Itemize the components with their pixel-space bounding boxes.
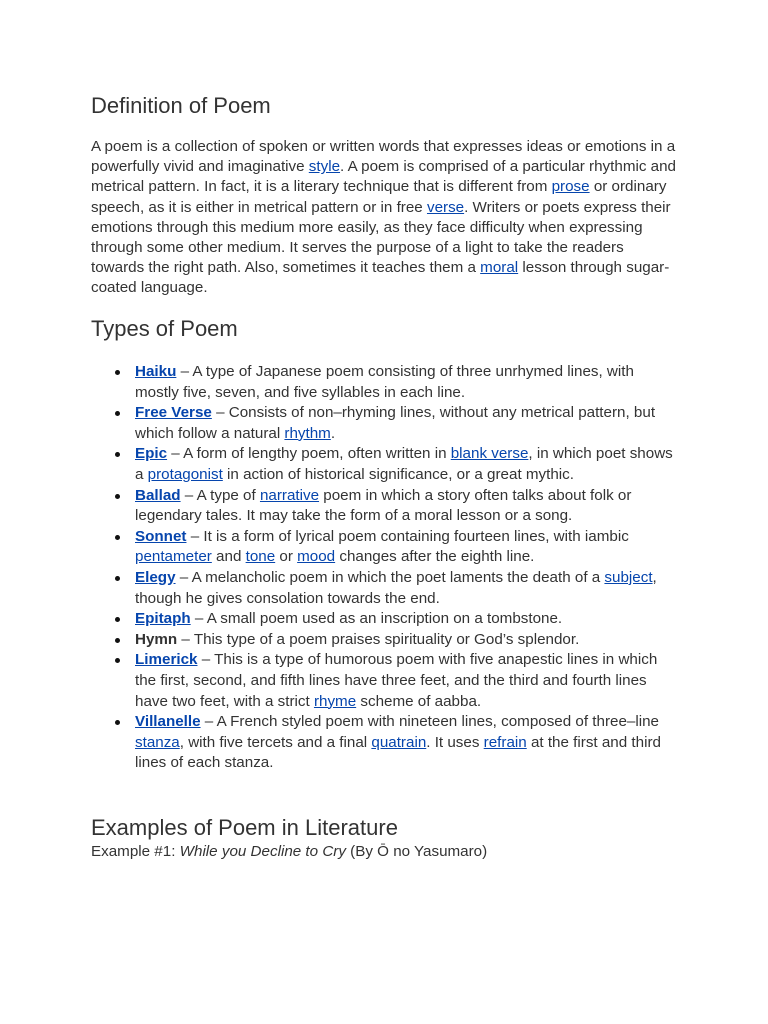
pentameter-link[interactable]: pentameter	[135, 548, 212, 566]
free-verse-description: – Consists of non–rhyming lines, without any metrical pattern, but which follow a natural	[135, 404, 656, 442]
sonnet-description-1: – It is a form of lyrical poem containing fourteen lines, with iambic	[186, 527, 629, 545]
stanza-link[interactable]: stanza	[135, 733, 180, 751]
bullet-icon	[115, 411, 120, 416]
types-heading: Types of Poem	[91, 316, 238, 341]
prose-link[interactable]: prose	[551, 178, 590, 196]
example-prefix: Example #1:	[91, 843, 180, 860]
definition-text-4: . Writers or poets express their emotions through this medium more easily, as they face difficulty when expressing through some other medium. It serves the purpose of a light to take the readers towards the right path. Also, sometimes it teaches them a	[91, 198, 671, 277]
example-caption	[91, 842, 487, 862]
style-link[interactable]: style	[308, 158, 341, 176]
list-item-elegy	[135, 568, 681, 609]
epic-description-2: , in which poet shows a	[135, 445, 673, 483]
hymn-term: Hymn	[135, 630, 178, 648]
hymn-description: – This type of a poem praises spirituality or God’s splendor.	[177, 630, 580, 648]
villanelle-description-2: , with five tercets and a final	[179, 733, 372, 751]
list-item-hymn	[135, 630, 681, 651]
villanelle-description-1: – A French styled poem with nineteen lines, composed of three–line	[200, 713, 660, 731]
definition-text-3: or ordinary speech, as it is either in metrical pattern or in free	[91, 178, 667, 216]
elegy-link[interactable]: Elegy	[135, 568, 176, 586]
definition-heading: Definition of Poem	[91, 93, 271, 118]
free-verse-end: .	[330, 424, 336, 442]
bullet-icon	[115, 638, 120, 643]
haiku-link[interactable]: Haiku	[135, 363, 177, 380]
free-verse-link[interactable]: Free Verse	[135, 404, 212, 422]
bullet-icon	[115, 494, 120, 499]
rhythm-link[interactable]: rhythm	[284, 424, 331, 442]
limerick-description-2: scheme of aabba.	[356, 692, 482, 710]
definition-text-2: . A poem is comprised of a particular rhythmic and metrical pattern. In fact, it is a literary technique that is different from	[91, 158, 676, 196]
list-item-villanelle	[135, 712, 681, 774]
refrain-link[interactable]: refrain	[483, 733, 527, 751]
bullet-icon	[115, 576, 120, 581]
types-list	[91, 362, 681, 774]
elegy-description-2: , though he gives consolation towards the end.	[135, 568, 657, 607]
list-item-haiku	[135, 362, 681, 403]
epic-description-3: in action of historical significance, or a great mythic.	[222, 465, 574, 483]
sonnet-description-2: and	[211, 548, 246, 566]
bullet-icon	[115, 617, 120, 622]
ballad-description-1: – A type of	[180, 486, 260, 504]
bullet-icon	[115, 370, 120, 375]
examples-heading: Examples of Poem in Literature	[91, 815, 398, 840]
definition-text-1: A poem is a collection of spoken or written words that expresses ideas or emotions in a powerfully vivid and imaginative	[91, 138, 676, 176]
limerick-link[interactable]: Limerick	[135, 651, 198, 669]
villanelle-link[interactable]: Villanelle	[135, 713, 201, 731]
epic-description-1: – A form of lengthy poem, often written in	[167, 445, 451, 463]
quatrain-link[interactable]: quatrain	[371, 733, 427, 751]
example-author: (By Ō no Yasumaro)	[345, 843, 488, 860]
blank-verse-link[interactable]: blank verse	[450, 445, 529, 463]
haiku-description: – A type of Japanese poem consisting of three unrhymed lines, with mostly five, seven, and five syllables in each line.	[135, 363, 634, 401]
bullet-icon	[115, 452, 120, 457]
list-item-epitaph	[135, 609, 681, 630]
ballad-link[interactable]: Ballad	[135, 486, 181, 504]
list-item-sonnet	[135, 527, 681, 568]
definition-paragraph	[91, 137, 681, 299]
subject-link[interactable]: subject	[604, 568, 653, 586]
villanelle-description-3: . It uses	[426, 733, 484, 751]
moral-link[interactable]: moral	[480, 259, 519, 277]
limerick-description-1: – This is a type of humorous poem with five anapestic lines in which the first, second, and fifth lines have three feet, and the third and fourth lines have two feet, with a strict	[135, 651, 658, 710]
definition-text-5: lesson through sugar-coated language.	[91, 259, 670, 297]
sonnet-description-3: or	[275, 548, 298, 566]
list-item-epic	[135, 444, 681, 485]
example-title: While you Decline to Cry	[179, 843, 346, 860]
epic-link[interactable]: Epic	[135, 445, 168, 463]
ballad-description-2: poem in which a story often talks about folk or legendary tales. It may take the form of a moral lesson or a song.	[135, 486, 632, 525]
mood-link[interactable]: mood	[297, 548, 336, 566]
rhyme-link[interactable]: rhyme	[313, 692, 357, 710]
villanelle-description-4: at the first and third lines of each stanza.	[135, 733, 661, 772]
elegy-description-1: – A melancholic poem in which the poet laments the death of a	[175, 568, 605, 586]
epitaph-link[interactable]: Epitaph	[135, 610, 191, 628]
protagonist-link[interactable]: protagonist	[147, 465, 223, 483]
bullet-icon	[115, 720, 120, 725]
list-item-ballad	[135, 486, 681, 527]
sonnet-description-4: changes after the eighth line.	[335, 548, 535, 566]
bullet-icon	[115, 658, 120, 663]
sonnet-link[interactable]: Sonnet	[135, 527, 187, 545]
verse-link[interactable]: verse	[426, 198, 465, 216]
list-item-free-verse	[135, 403, 681, 444]
bullet-icon	[115, 535, 120, 540]
epitaph-description: – A small poem used as an inscription on a tombstone.	[190, 610, 563, 628]
list-item-limerick	[135, 650, 681, 712]
narrative-link[interactable]: narrative	[259, 486, 320, 504]
tone-link[interactable]: tone	[245, 548, 276, 566]
